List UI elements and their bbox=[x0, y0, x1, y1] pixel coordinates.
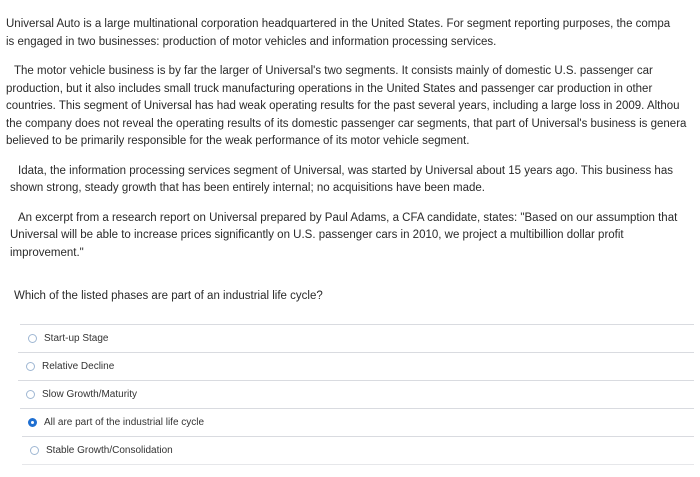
paragraph-idata bbox=[6, 163, 696, 198]
option-label: All are part of the industrial life cycle bbox=[44, 417, 205, 428]
paragraph-intro bbox=[6, 16, 696, 51]
text-line: The motor vehicle business is by far the larger of Universal's two segments. It consists mainly of domestic U.S. passenger car bbox=[14, 65, 653, 77]
option-all-are-part[interactable] bbox=[20, 408, 694, 436]
radio-button[interactable] bbox=[26, 362, 35, 371]
paragraph-motor-vehicle bbox=[6, 63, 696, 151]
text-line: believed to be primarily responsible for the weak performance of its motor vehicle segment. bbox=[6, 135, 470, 147]
text-line: Universal Auto is a large multinational corporation headquartered in the United States. For segment reporting purposes, the compa bbox=[6, 18, 671, 30]
radio-button-selected[interactable] bbox=[28, 418, 37, 427]
option-start-up-stage[interactable] bbox=[20, 324, 694, 352]
option-label: Slow Growth/Maturity bbox=[42, 389, 138, 400]
question-passage bbox=[6, 16, 696, 262]
text-line: the company does not reveal the operating results of its domestic passenger car segments, that part of Universal's business is genera bbox=[6, 117, 687, 130]
text-line: Universal will be able to increase prices significantly on U.S. passenger cars in 2010, we project a multibillion dollar profit bbox=[10, 229, 624, 241]
option-label: Relative Decline bbox=[42, 361, 115, 372]
text-line: countries. This segment of Universal has had weak operating results for the past several years, including a large loss in 2009. Althou bbox=[6, 100, 680, 112]
text-line: shown strong, steady growth that has been entirely internal; no acquisitions have been made. bbox=[10, 182, 485, 194]
question-prompt: Which of the listed phases are part of an industrial life cycle? bbox=[14, 290, 323, 302]
radio-button[interactable] bbox=[28, 334, 37, 343]
answer-options bbox=[14, 324, 694, 465]
text-line: An excerpt from a research report on Universal prepared by Paul Adams, a CFA candidate, states: "Based on our assumption that bbox=[18, 211, 678, 224]
option-label: Start-up Stage bbox=[44, 333, 109, 344]
radio-button[interactable] bbox=[26, 390, 35, 399]
option-relative-decline[interactable] bbox=[18, 352, 694, 380]
text-line: Idata, the information processing services segment of Universal, was started by Universal about 15 years ago. This business has bbox=[18, 164, 673, 177]
text-line: is engaged in two businesses: production of motor vehicles and information processing services. bbox=[6, 35, 497, 48]
option-stable-growth-consolidation[interactable] bbox=[22, 436, 694, 465]
option-label: Stable Growth/Consolidation bbox=[46, 445, 173, 456]
radio-button[interactable] bbox=[30, 446, 39, 455]
option-slow-growth-maturity[interactable] bbox=[18, 380, 694, 408]
text-line: production, but it also includes small truck manufacturing operations in the United States and passenger car production in other bbox=[6, 82, 653, 95]
paragraph-research-excerpt bbox=[6, 210, 696, 263]
text-line: improvement." bbox=[10, 246, 84, 259]
